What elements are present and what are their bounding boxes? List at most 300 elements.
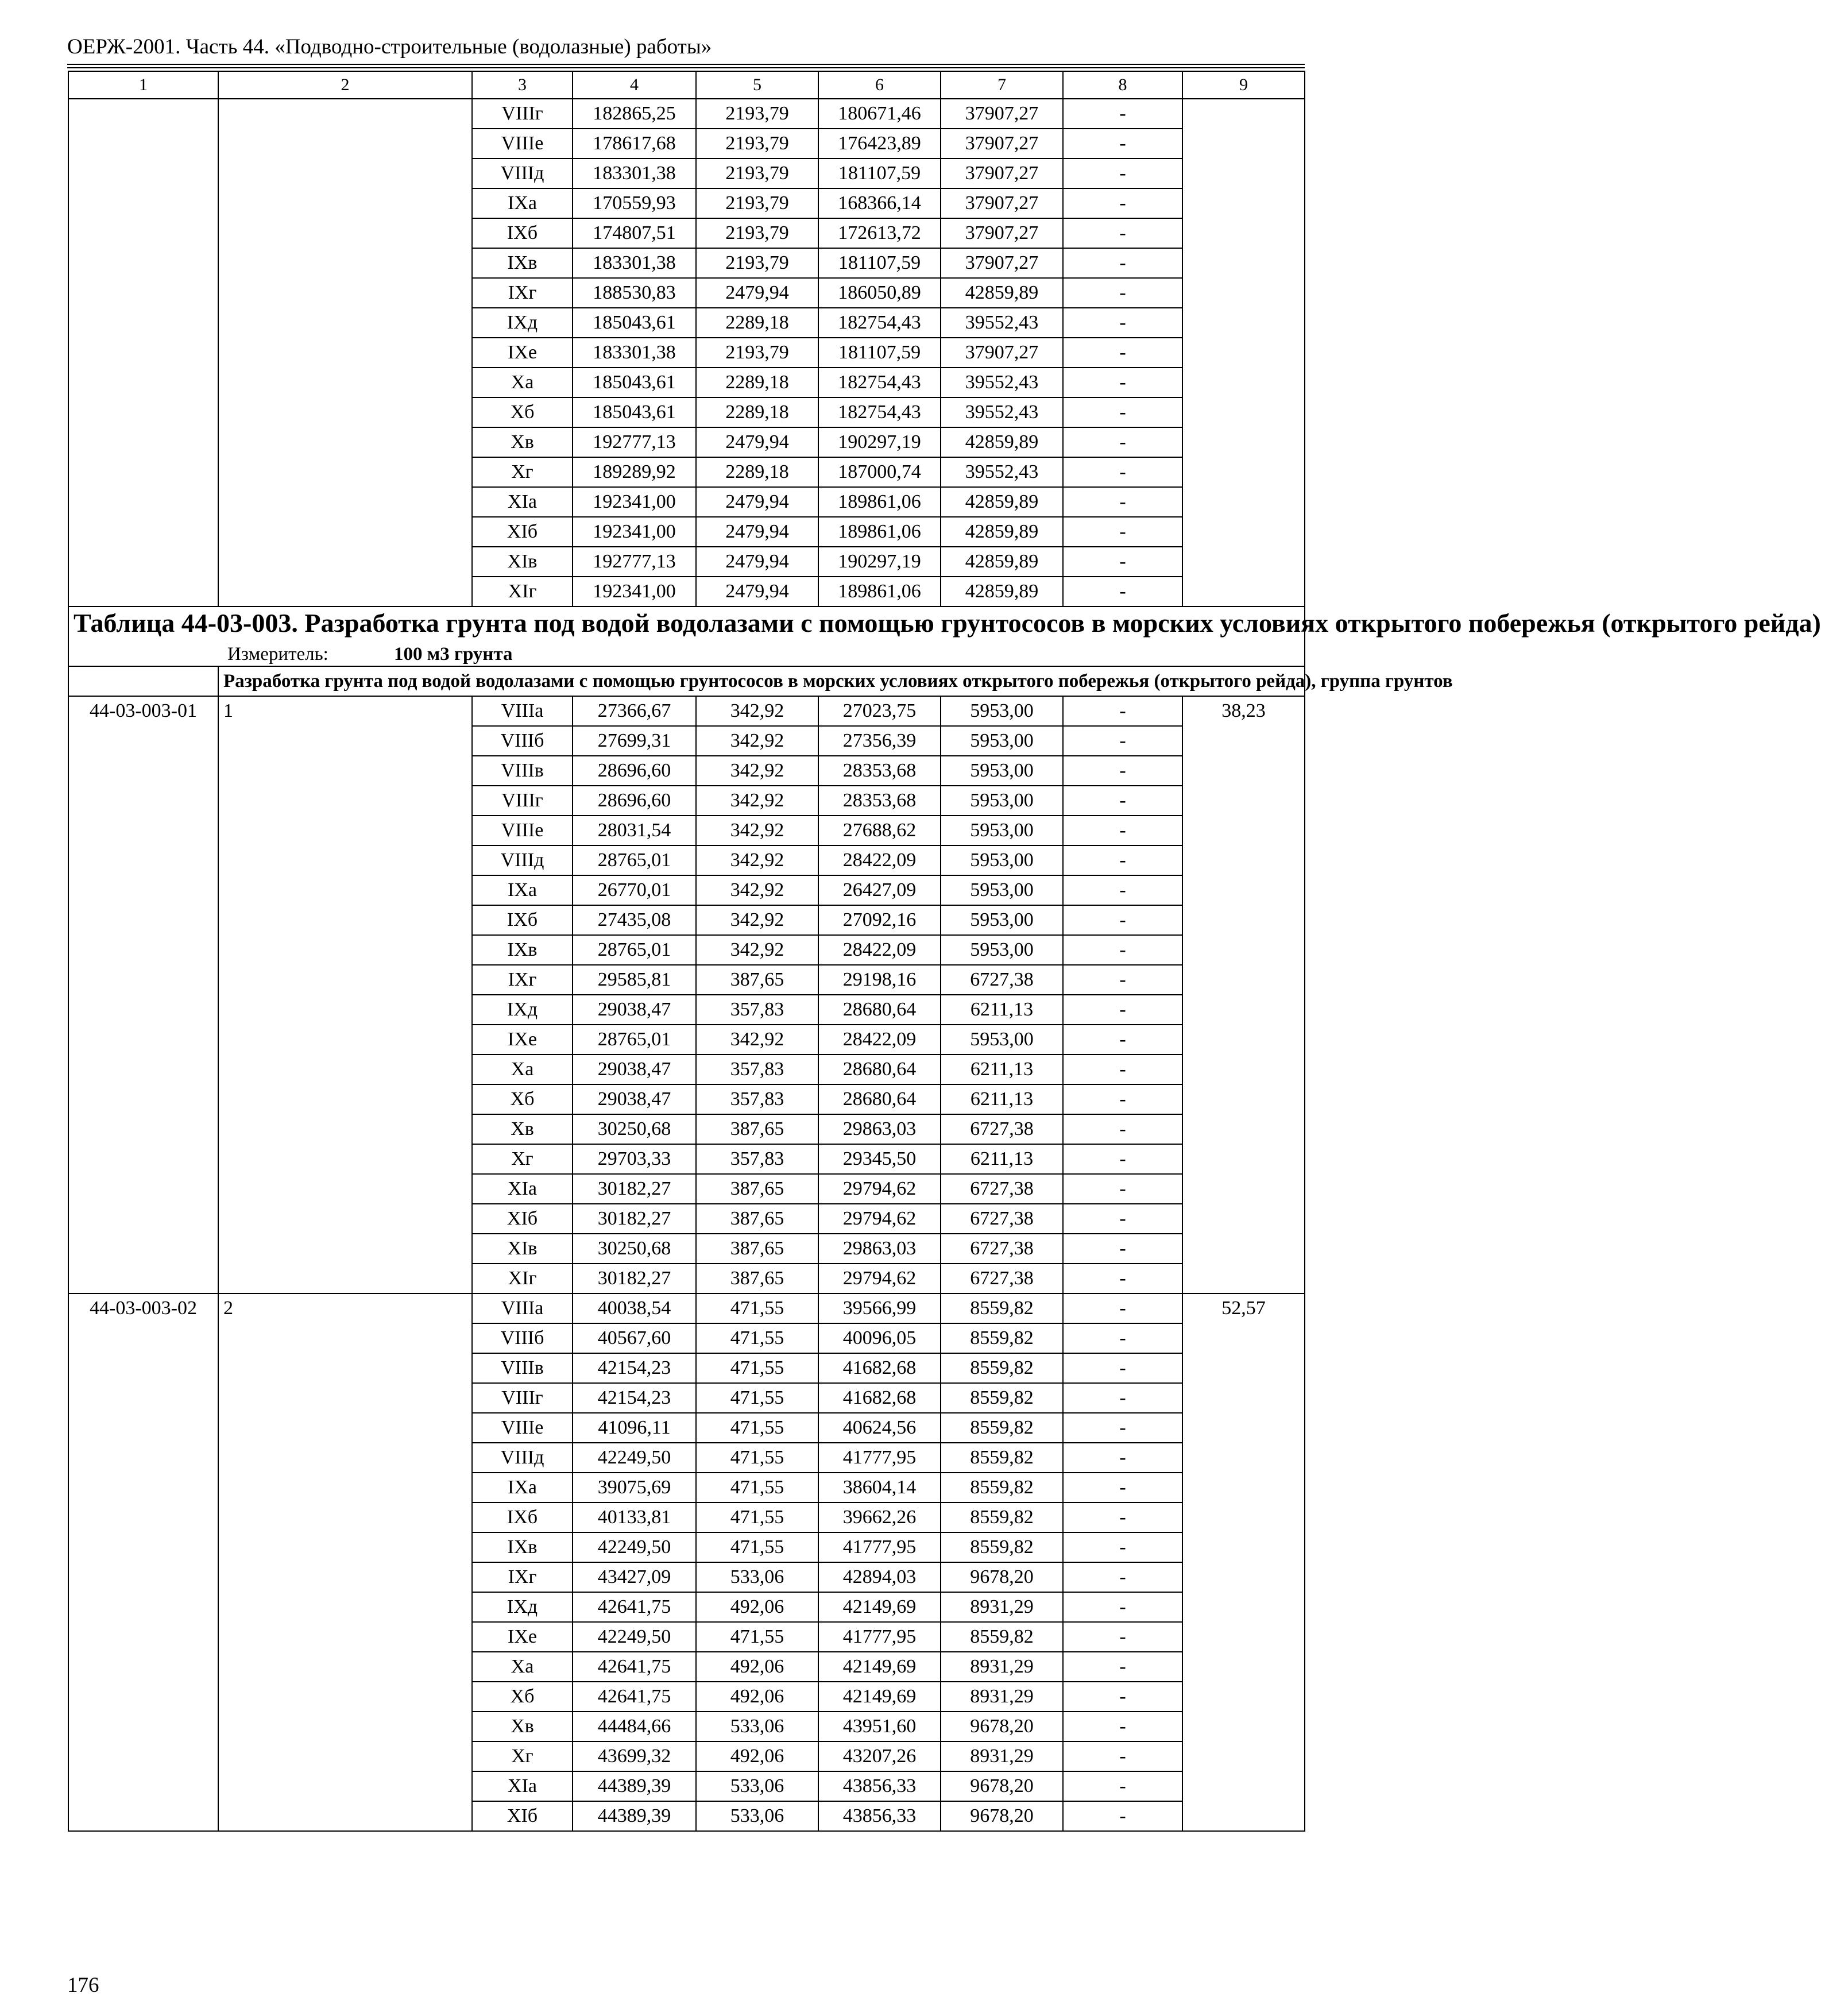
soil-category-cell: VIIIд bbox=[472, 845, 573, 875]
value-cell: - bbox=[1063, 427, 1182, 457]
soil-category-cell: XIб bbox=[472, 1801, 573, 1831]
value-cell: 41682,68 bbox=[818, 1353, 941, 1383]
value-cell: 2289,18 bbox=[696, 308, 818, 338]
value-cell: 6211,13 bbox=[941, 1084, 1063, 1114]
value-cell: 28680,64 bbox=[818, 995, 941, 1025]
value-cell: 387,65 bbox=[696, 965, 818, 995]
value-cell: - bbox=[1063, 756, 1182, 786]
column-number: 5 bbox=[696, 71, 818, 99]
value-cell: 44484,66 bbox=[573, 1712, 696, 1741]
column-number: 6 bbox=[818, 71, 941, 99]
value-cell: - bbox=[1063, 1174, 1182, 1204]
value-cell: 42149,69 bbox=[818, 1682, 941, 1712]
soil-category-cell: Xб bbox=[472, 397, 573, 427]
value-cell: 190297,19 bbox=[818, 547, 941, 577]
page-header: ОЕРЖ-2001. Часть 44. «Подводно-строительные (водолазные) работы» bbox=[67, 35, 712, 59]
soil-category-cell: VIIIг bbox=[472, 786, 573, 816]
soil-category-cell: XIб bbox=[472, 517, 573, 547]
value-cell: 181107,59 bbox=[818, 248, 941, 278]
value-cell: 41777,95 bbox=[818, 1443, 941, 1473]
value-cell: 37907,27 bbox=[941, 248, 1063, 278]
soil-category-cell: IXв bbox=[472, 1532, 573, 1562]
value-cell: 186050,89 bbox=[818, 278, 941, 308]
soil-category-cell: XIб bbox=[472, 1204, 573, 1234]
value-cell: - bbox=[1063, 159, 1182, 188]
table-row bbox=[68, 696, 1305, 726]
value-cell: 29198,16 bbox=[818, 965, 941, 995]
value-cell: 8559,82 bbox=[941, 1473, 1063, 1503]
value-cell: 43951,60 bbox=[818, 1712, 941, 1741]
value-cell: 26427,09 bbox=[818, 875, 941, 905]
value-cell: 5953,00 bbox=[941, 905, 1063, 935]
value-cell: 2479,94 bbox=[696, 427, 818, 457]
value-cell: 174807,51 bbox=[573, 218, 696, 248]
value-cell: - bbox=[1063, 1622, 1182, 1652]
value-cell: 30182,27 bbox=[573, 1264, 696, 1293]
value-cell: - bbox=[1063, 278, 1182, 308]
value-cell: 5953,00 bbox=[941, 816, 1063, 845]
value-cell: 342,92 bbox=[696, 726, 818, 756]
value-cell: 6211,13 bbox=[941, 1055, 1063, 1084]
soil-category-cell: Xг bbox=[472, 1144, 573, 1174]
value-cell: 185043,61 bbox=[573, 368, 696, 397]
value-cell: - bbox=[1063, 1025, 1182, 1055]
value-cell: 39552,43 bbox=[941, 368, 1063, 397]
soil-category-cell: IXе bbox=[472, 1622, 573, 1652]
soil-category-cell: Xг bbox=[472, 1741, 573, 1771]
value-cell: - bbox=[1063, 218, 1182, 248]
soil-category-cell: IXб bbox=[472, 218, 573, 248]
value-cell: - bbox=[1063, 99, 1182, 129]
value-cell: 2193,79 bbox=[696, 218, 818, 248]
value-cell: 8559,82 bbox=[941, 1353, 1063, 1383]
value-cell: - bbox=[1063, 1055, 1182, 1084]
value-cell: - bbox=[1063, 965, 1182, 995]
value-cell: 29703,33 bbox=[573, 1144, 696, 1174]
value-cell: 5953,00 bbox=[941, 845, 1063, 875]
value-cell: 39566,99 bbox=[818, 1293, 941, 1323]
soil-category-cell: XIг bbox=[472, 577, 573, 607]
value-cell: 189861,06 bbox=[818, 577, 941, 607]
value-cell: 42859,89 bbox=[941, 487, 1063, 517]
value-cell: 29794,62 bbox=[818, 1174, 941, 1204]
table-title-row bbox=[68, 607, 1305, 666]
value-cell: - bbox=[1063, 577, 1182, 607]
column-number: 1 bbox=[68, 71, 218, 99]
soil-category-cell: VIIIе bbox=[472, 1413, 573, 1443]
rates-table bbox=[68, 71, 1821, 1832]
value-cell: - bbox=[1063, 129, 1182, 159]
value-cell: 5953,00 bbox=[941, 756, 1063, 786]
soil-category-cell: Xa bbox=[472, 368, 573, 397]
value-cell: 9678,20 bbox=[941, 1712, 1063, 1741]
value-cell: - bbox=[1063, 1323, 1182, 1353]
value-cell: 6727,38 bbox=[941, 1174, 1063, 1204]
soil-category-cell: IXд bbox=[472, 995, 573, 1025]
measure-line bbox=[74, 643, 1300, 666]
value-cell: 8931,29 bbox=[941, 1652, 1063, 1682]
value-cell: - bbox=[1063, 1293, 1182, 1323]
value-cell: 42249,50 bbox=[573, 1532, 696, 1562]
value-cell: - bbox=[1063, 517, 1182, 547]
value-cell: 182754,43 bbox=[818, 397, 941, 427]
value-cell: - bbox=[1063, 1353, 1182, 1383]
value-cell: 39552,43 bbox=[941, 457, 1063, 487]
value-cell: 40567,60 bbox=[573, 1323, 696, 1353]
header-rule-thin bbox=[67, 67, 1305, 68]
value-cell: 182865,25 bbox=[573, 99, 696, 129]
value-cell: 471,55 bbox=[696, 1503, 818, 1532]
value-cell: 42859,89 bbox=[941, 278, 1063, 308]
soil-category-cell: Xб bbox=[472, 1084, 573, 1114]
value-cell: 183301,38 bbox=[573, 338, 696, 368]
value-cell: 42641,75 bbox=[573, 1592, 696, 1622]
value-cell: - bbox=[1063, 905, 1182, 935]
value-cell: 182754,43 bbox=[818, 368, 941, 397]
value-cell: 41777,95 bbox=[818, 1622, 941, 1652]
value-cell: - bbox=[1063, 1771, 1182, 1801]
value-cell: 29794,62 bbox=[818, 1204, 941, 1234]
value-cell: 176423,89 bbox=[818, 129, 941, 159]
value-cell: 533,06 bbox=[696, 1562, 818, 1592]
value-cell: 192341,00 bbox=[573, 517, 696, 547]
soil-category-cell: XIв bbox=[472, 547, 573, 577]
value-cell: 6727,38 bbox=[941, 1114, 1063, 1144]
value-cell: 37907,27 bbox=[941, 188, 1063, 218]
value-cell: 357,83 bbox=[696, 1144, 818, 1174]
value-cell: 28696,60 bbox=[573, 756, 696, 786]
value-cell: - bbox=[1063, 308, 1182, 338]
value-cell: - bbox=[1063, 1503, 1182, 1532]
value-cell: 28680,64 bbox=[818, 1084, 941, 1114]
value-cell: 471,55 bbox=[696, 1293, 818, 1323]
header-rule bbox=[67, 64, 1305, 65]
soil-category-cell: XIг bbox=[472, 1264, 573, 1293]
soil-category-cell: IXв bbox=[472, 248, 573, 278]
page-number: 176 bbox=[67, 1973, 99, 1997]
value-cell: - bbox=[1063, 457, 1182, 487]
value-cell: - bbox=[1063, 188, 1182, 218]
value-cell: 185043,61 bbox=[573, 308, 696, 338]
value-cell: 342,92 bbox=[696, 816, 818, 845]
value-cell: 471,55 bbox=[696, 1532, 818, 1562]
value-cell: 181107,59 bbox=[818, 159, 941, 188]
value-cell: 39552,43 bbox=[941, 308, 1063, 338]
value-cell: 2193,79 bbox=[696, 99, 818, 129]
value-cell: 342,92 bbox=[696, 756, 818, 786]
soil-category-cell: XIв bbox=[472, 1234, 573, 1264]
value-cell: 492,06 bbox=[696, 1652, 818, 1682]
value-cell: 342,92 bbox=[696, 935, 818, 965]
value-cell: 37907,27 bbox=[941, 338, 1063, 368]
value-cell: 9678,20 bbox=[941, 1562, 1063, 1592]
value-cell: 42859,89 bbox=[941, 577, 1063, 607]
value-cell: 387,65 bbox=[696, 1174, 818, 1204]
value-cell: 8931,29 bbox=[941, 1741, 1063, 1771]
value-cell: 37907,27 bbox=[941, 218, 1063, 248]
value-cell: 30250,68 bbox=[573, 1234, 696, 1264]
value-cell: 28031,54 bbox=[573, 816, 696, 845]
value-cell: 8931,29 bbox=[941, 1592, 1063, 1622]
labor-cost-cell: 52,57 bbox=[1182, 1293, 1305, 1831]
value-cell: - bbox=[1063, 1592, 1182, 1622]
rate-code: 44-03-003-01 bbox=[68, 696, 218, 1293]
value-cell: 387,65 bbox=[696, 1264, 818, 1293]
value-cell: 8559,82 bbox=[941, 1293, 1063, 1323]
value-cell: 6211,13 bbox=[941, 995, 1063, 1025]
value-cell: 192341,00 bbox=[573, 487, 696, 517]
value-cell: 357,83 bbox=[696, 1055, 818, 1084]
soil-category-cell: IXa bbox=[472, 875, 573, 905]
value-cell: 28422,09 bbox=[818, 845, 941, 875]
value-cell: 39075,69 bbox=[573, 1473, 696, 1503]
value-cell: 29863,03 bbox=[818, 1114, 941, 1144]
value-cell: 27092,16 bbox=[818, 905, 941, 935]
value-cell: 5953,00 bbox=[941, 935, 1063, 965]
value-cell: 30182,27 bbox=[573, 1204, 696, 1234]
value-cell: 8931,29 bbox=[941, 1682, 1063, 1712]
soil-group: 2 bbox=[218, 1293, 472, 1831]
value-cell: 183301,38 bbox=[573, 248, 696, 278]
group-cell bbox=[218, 99, 472, 607]
value-cell: 342,92 bbox=[696, 905, 818, 935]
value-cell: 5953,00 bbox=[941, 726, 1063, 756]
value-cell: 342,92 bbox=[696, 845, 818, 875]
soil-category-cell: VIIIг bbox=[472, 99, 573, 129]
soil-category-cell: Xa bbox=[472, 1055, 573, 1084]
group-description: Разработка грунта под водой водолазами с помощью грунтососов в морских условиях открытого побережья (открытого рейда), группа грунтов bbox=[218, 666, 1305, 696]
value-cell: - bbox=[1063, 1114, 1182, 1144]
value-cell: 5953,00 bbox=[941, 786, 1063, 816]
value-cell: 8559,82 bbox=[941, 1532, 1063, 1562]
value-cell: 9678,20 bbox=[941, 1771, 1063, 1801]
value-cell: - bbox=[1063, 1413, 1182, 1443]
value-cell: 29794,62 bbox=[818, 1264, 941, 1293]
value-cell: 2479,94 bbox=[696, 487, 818, 517]
value-cell: 8559,82 bbox=[941, 1413, 1063, 1443]
value-cell: 42859,89 bbox=[941, 517, 1063, 547]
value-cell: 2479,94 bbox=[696, 577, 818, 607]
value-cell: 28680,64 bbox=[818, 1055, 941, 1084]
value-cell: 44389,39 bbox=[573, 1801, 696, 1831]
value-cell: 40133,81 bbox=[573, 1503, 696, 1532]
soil-category-cell: XIa bbox=[472, 487, 573, 517]
soil-category-cell: IXд bbox=[472, 1592, 573, 1622]
value-cell: 8559,82 bbox=[941, 1323, 1063, 1353]
value-cell: - bbox=[1063, 1084, 1182, 1114]
value-cell: 29038,47 bbox=[573, 995, 696, 1025]
soil-category-cell: IXг bbox=[472, 278, 573, 308]
soil-category-cell: XIa bbox=[472, 1174, 573, 1204]
value-cell: 387,65 bbox=[696, 1234, 818, 1264]
value-cell: 168366,14 bbox=[818, 188, 941, 218]
value-cell: - bbox=[1063, 1264, 1182, 1293]
value-cell: 192777,13 bbox=[573, 427, 696, 457]
group-description-row bbox=[68, 666, 1305, 696]
value-cell: - bbox=[1063, 368, 1182, 397]
value-cell: - bbox=[1063, 1204, 1182, 1234]
value-cell: 27023,75 bbox=[818, 696, 941, 726]
column-number: 2 bbox=[218, 71, 472, 99]
value-cell: - bbox=[1063, 696, 1182, 726]
value-cell: 2193,79 bbox=[696, 159, 818, 188]
soil-category-cell: Xв bbox=[472, 1114, 573, 1144]
value-cell: 27699,31 bbox=[573, 726, 696, 756]
value-cell: 41682,68 bbox=[818, 1383, 941, 1413]
value-cell: 42641,75 bbox=[573, 1682, 696, 1712]
measure-value: 100 м3 грунта bbox=[394, 644, 513, 665]
value-cell: - bbox=[1063, 1712, 1182, 1741]
value-cell: 28422,09 bbox=[818, 1025, 941, 1055]
value-cell: 5953,00 bbox=[941, 875, 1063, 905]
value-cell: 40038,54 bbox=[573, 1293, 696, 1323]
value-cell: 37907,27 bbox=[941, 159, 1063, 188]
value-cell: 2289,18 bbox=[696, 457, 818, 487]
value-cell: 180671,46 bbox=[818, 99, 941, 129]
value-cell: 27366,67 bbox=[573, 696, 696, 726]
value-cell: 30250,68 bbox=[573, 1114, 696, 1144]
soil-category-cell: IXa bbox=[472, 1473, 573, 1503]
table-row bbox=[68, 99, 1305, 129]
value-cell: 37907,27 bbox=[941, 99, 1063, 129]
column-number: 3 bbox=[472, 71, 573, 99]
value-cell: 342,92 bbox=[696, 786, 818, 816]
value-cell: 187000,74 bbox=[818, 457, 941, 487]
value-cell: 181107,59 bbox=[818, 338, 941, 368]
value-cell: 188530,83 bbox=[573, 278, 696, 308]
value-cell: 189861,06 bbox=[818, 517, 941, 547]
value-cell: 471,55 bbox=[696, 1383, 818, 1413]
value-cell: 29863,03 bbox=[818, 1234, 941, 1264]
empty-cell bbox=[68, 666, 218, 696]
value-cell: 41777,95 bbox=[818, 1532, 941, 1562]
value-cell: 471,55 bbox=[696, 1622, 818, 1652]
table-row bbox=[68, 1293, 1305, 1323]
value-cell: - bbox=[1063, 547, 1182, 577]
value-cell: 39662,26 bbox=[818, 1503, 941, 1532]
value-cell: 30182,27 bbox=[573, 1174, 696, 1204]
value-cell: 27688,62 bbox=[818, 816, 941, 845]
value-cell: 42249,50 bbox=[573, 1443, 696, 1473]
value-cell: 185043,61 bbox=[573, 397, 696, 427]
value-cell: 2479,94 bbox=[696, 278, 818, 308]
measure-label: Измеритель: bbox=[227, 644, 328, 665]
column-number: 8 bbox=[1063, 71, 1182, 99]
value-cell: - bbox=[1063, 1234, 1182, 1264]
soil-category-cell: VIIIa bbox=[472, 1293, 573, 1323]
soil-category-cell: IXб bbox=[472, 1503, 573, 1532]
value-cell: - bbox=[1063, 845, 1182, 875]
value-cell: 357,83 bbox=[696, 995, 818, 1025]
column-number: 4 bbox=[573, 71, 696, 99]
value-cell: 28353,68 bbox=[818, 756, 941, 786]
value-cell: - bbox=[1063, 995, 1182, 1025]
value-cell: 6727,38 bbox=[941, 1204, 1063, 1234]
value-cell: 8559,82 bbox=[941, 1443, 1063, 1473]
value-cell: 2289,18 bbox=[696, 368, 818, 397]
value-cell: 43427,09 bbox=[573, 1562, 696, 1592]
table-title: Таблица 44-03-003. Разработка грунта под водой водолазами с помощью грунтососов в морских условиях открытого побережья (открытого рейда) bbox=[74, 608, 1821, 638]
soil-category-cell: IXв bbox=[472, 935, 573, 965]
labor-cost-cell: 38,23 bbox=[1182, 696, 1305, 1293]
value-cell: 342,92 bbox=[696, 1025, 818, 1055]
value-cell: 2289,18 bbox=[696, 397, 818, 427]
soil-category-cell: Xб bbox=[472, 1682, 573, 1712]
value-cell: 6727,38 bbox=[941, 1264, 1063, 1293]
value-cell: 26770,01 bbox=[573, 875, 696, 905]
value-cell: 189861,06 bbox=[818, 487, 941, 517]
value-cell: - bbox=[1063, 1473, 1182, 1503]
value-cell: 492,06 bbox=[696, 1592, 818, 1622]
value-cell: 28765,01 bbox=[573, 935, 696, 965]
value-cell: 8559,82 bbox=[941, 1383, 1063, 1413]
value-cell: 2479,94 bbox=[696, 517, 818, 547]
value-cell: 2193,79 bbox=[696, 129, 818, 159]
value-cell: - bbox=[1063, 1532, 1182, 1562]
value-cell: - bbox=[1063, 726, 1182, 756]
soil-category-cell: VIIIб bbox=[472, 1323, 573, 1353]
value-cell: 2479,94 bbox=[696, 547, 818, 577]
value-cell: 342,92 bbox=[696, 875, 818, 905]
soil-category-cell: Xг bbox=[472, 457, 573, 487]
soil-category-cell: VIIIд bbox=[472, 159, 573, 188]
value-cell: - bbox=[1063, 816, 1182, 845]
value-cell: 5953,00 bbox=[941, 1025, 1063, 1055]
value-cell: 43856,33 bbox=[818, 1801, 941, 1831]
value-cell: - bbox=[1063, 1801, 1182, 1831]
soil-category-cell: VIIIa bbox=[472, 696, 573, 726]
value-cell: 492,06 bbox=[696, 1741, 818, 1771]
soil-group: 1 bbox=[218, 696, 472, 1293]
value-cell: 42154,23 bbox=[573, 1353, 696, 1383]
soil-category-cell: IXг bbox=[472, 1562, 573, 1592]
value-cell: 471,55 bbox=[696, 1443, 818, 1473]
soil-category-cell: VIIIв bbox=[472, 1353, 573, 1383]
soil-category-cell: IXд bbox=[472, 308, 573, 338]
value-cell: 2193,79 bbox=[696, 188, 818, 218]
value-cell: 2193,79 bbox=[696, 338, 818, 368]
value-cell: 28765,01 bbox=[573, 845, 696, 875]
value-cell: 6727,38 bbox=[941, 965, 1063, 995]
soil-category-cell: VIIIг bbox=[472, 1383, 573, 1413]
value-cell: 42894,03 bbox=[818, 1562, 941, 1592]
value-cell: 42641,75 bbox=[573, 1652, 696, 1682]
value-cell: 43856,33 bbox=[818, 1771, 941, 1801]
value-cell: - bbox=[1063, 875, 1182, 905]
value-cell: - bbox=[1063, 1383, 1182, 1413]
value-cell: - bbox=[1063, 1682, 1182, 1712]
soil-category-cell: Xв bbox=[472, 427, 573, 457]
value-cell: 8559,82 bbox=[941, 1503, 1063, 1532]
value-cell: 27435,08 bbox=[573, 905, 696, 935]
value-cell: 182754,43 bbox=[818, 308, 941, 338]
value-cell: 43207,26 bbox=[818, 1741, 941, 1771]
value-cell: 533,06 bbox=[696, 1771, 818, 1801]
value-cell: 192777,13 bbox=[573, 547, 696, 577]
value-cell: 42154,23 bbox=[573, 1383, 696, 1413]
value-cell: 42149,69 bbox=[818, 1592, 941, 1622]
value-cell: 8559,82 bbox=[941, 1622, 1063, 1652]
value-cell: 192341,00 bbox=[573, 577, 696, 607]
value-cell: 6727,38 bbox=[941, 1234, 1063, 1264]
soil-category-cell: IXе bbox=[472, 338, 573, 368]
value-cell: 28696,60 bbox=[573, 786, 696, 816]
table-title-cell bbox=[68, 607, 1821, 666]
value-cell: 471,55 bbox=[696, 1323, 818, 1353]
value-cell: 42249,50 bbox=[573, 1622, 696, 1652]
value-cell: 172613,72 bbox=[818, 218, 941, 248]
soil-category-cell: XIa bbox=[472, 1771, 573, 1801]
